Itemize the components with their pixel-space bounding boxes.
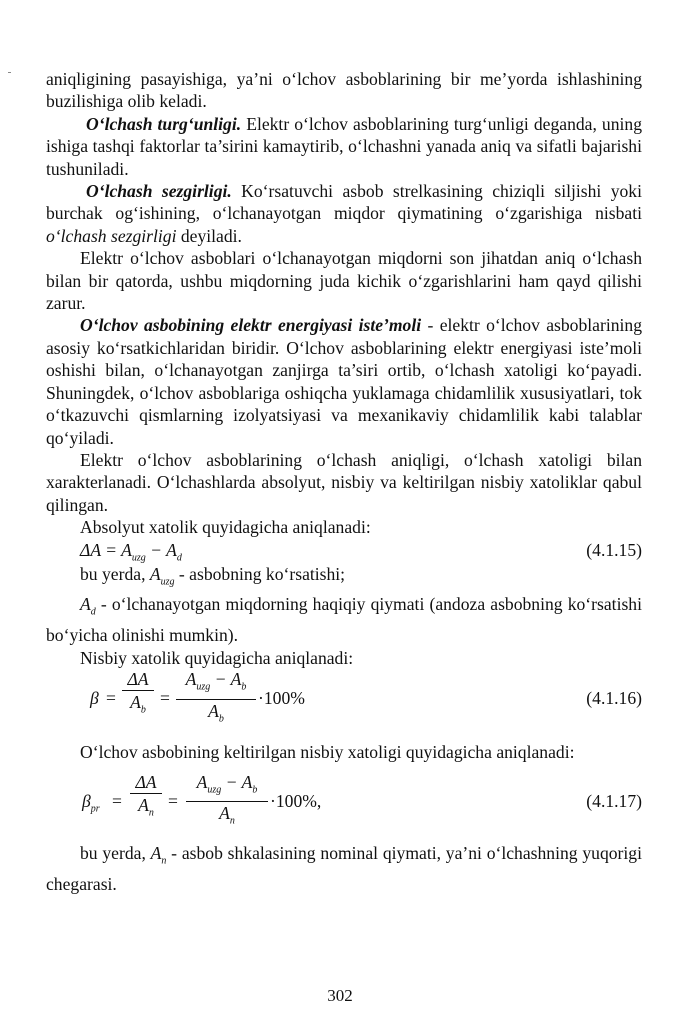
equals-sign: = (168, 790, 178, 811)
text: Ko‘rsatuvchi asbob strelkasining chiziqli siljishi yoki burchak og‘ishining, o‘lchanayotgan miqdor qiymatining o‘zgarishiga nisbati (46, 181, 642, 224)
equation-4-1-16 (46, 669, 642, 731)
fraction: $A_{uzg} - A_b$ $A_n$ (186, 772, 268, 833)
percent-factor: ·100%, (270, 790, 322, 811)
paragraph: bu yerda, $A_n$ - asbob shkalasining nominal qiymati, ya’ni o‘lchashning yuqorigi chegarasi. (46, 842, 642, 894)
term-sensitivity: O‘lchash sezgirligi. (86, 181, 232, 202)
fraction: $A_{uzg} - A_b$ $A_b$ (176, 669, 256, 730)
symbol: $A_n$ (150, 842, 167, 867)
symbol: $A_{uzg}$ (149, 563, 175, 588)
page-body (46, 68, 642, 895)
italic-term: o‘lchash sezgirligi (46, 225, 177, 246)
equation-4-1-15 (46, 539, 642, 563)
paragraph: Absolyut xatolik quyidagicha aniqlanadi: (80, 517, 371, 538)
fraction: $\frac{\Delta A}{A_b}$ (122, 669, 154, 722)
paragraph (46, 180, 642, 247)
paragraph: aniqligining pasayishiga, ya’ni o‘lchov asboblarining bir me’yorda ishlashining buzilishiga olib keladi. (46, 69, 642, 112)
paragraph: Elektr o‘lchov asboblari o‘lchanayotgan miqdorni son jihatdan aniq o‘lchash bilan bir qatorda, ushbu miqdorning juda kichik o‘zgarishlarini ham qayd qilishi zarur. (46, 248, 642, 314)
term-energy-consumption: O‘lchov asbobining elektr energiyasi iste’moli (80, 315, 422, 336)
equals-sign: = (160, 688, 170, 709)
beta-symbol: $\beta_{pr}$ (82, 790, 100, 815)
scan-mark (8, 72, 11, 73)
page-number: 302 (327, 986, 353, 1005)
percent-factor: ·100% (258, 688, 305, 709)
beta-symbol: β (90, 688, 99, 709)
text: deyiladi. (176, 225, 242, 246)
equation-number: (4.1.15) (586, 539, 642, 560)
equals-sign: = (112, 790, 122, 811)
text: - elektr o‘lchov asboblarining asosiy ko‘rsatkichlaridan biridir. O‘lchov asboblarining elektr energiyasi iste’moli oshishi bilan, o‘lchanayotgan zanjirga ta’siri ortib, o‘lchash xatoligi ko‘payadi. Shuningdek, o‘lchov asboblariga oshiqcha yuklamaga chidamlilik xususiyatlari, tok o‘tkazuvchi qismlarning izolyatsiyasi va mexanikaviy chidamlilik kabi talablar qo‘yiladi. (46, 315, 642, 448)
equation-body: $\Delta A = A_{uzg} - A_d$ (80, 539, 182, 564)
paragraph: Elektr o‘lchov asboblarining o‘lchash aniqligi, o‘lchash xatoligi bilan xarakterlanadi. O‘lchashlarda absolyut, nisbiy va keltirilgan nisbiy xatoliklar qabul qilingan. (46, 449, 642, 515)
paragraph: $A_d$ - o‘lchanayotgan miqdorning haqiqiy qiymati (andoza asbobning ko‘rsatishi bo‘yicha olinishi mumkin). (46, 594, 642, 646)
symbol: $A_d$ (80, 594, 96, 618)
term-stability: O‘lchash turg‘unligi. (86, 113, 242, 134)
equation-4-1-17 (46, 772, 642, 838)
paragraph: Nisbiy xatolik quyidagicha aniqlanadi: (80, 647, 354, 668)
equation-number: (4.1.16) (586, 688, 642, 709)
paragraph (46, 314, 642, 448)
paragraph (46, 113, 642, 180)
equals-sign: = (106, 688, 116, 709)
fraction: $\frac{\Delta A}{A_n}$ (130, 772, 162, 825)
paragraph: bu yerda, $A_{uzg}$ - asbobning ko‘rsatishi; (80, 563, 346, 588)
text: Elektr o‘lchov asboblarining turg‘unligi deganda, uning ishiga tashqi faktorlar ta’sirini kamaytirib, o‘lchashni yanada aniq va sifatli bajarishi tushuniladi. (46, 113, 642, 179)
paragraph: O‘lchov asbobining keltirilgan nisbiy xatoligi quyidagicha aniqlanadi: (80, 742, 575, 763)
equation-number: (4.1.17) (586, 790, 642, 811)
